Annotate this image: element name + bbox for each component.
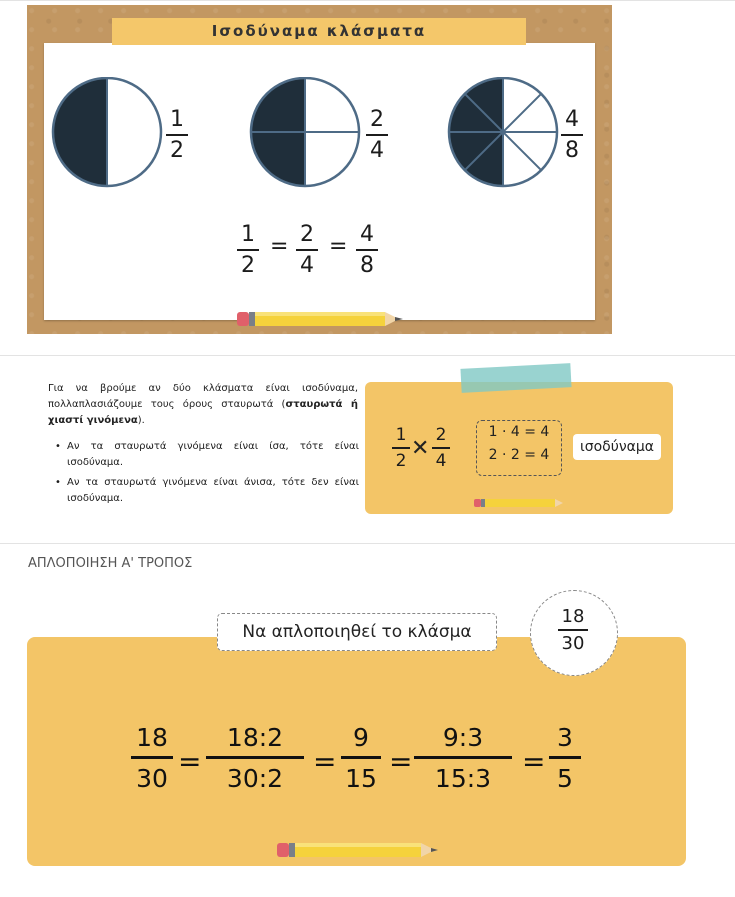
rule-bold-term: σταυρωτά ή χιαστί γινόμενα bbox=[48, 399, 358, 426]
equals-sign: = bbox=[329, 234, 348, 259]
step-fraction-1: 18 30 bbox=[131, 723, 173, 793]
board-title: Ισοδύναμα κλάσματα bbox=[112, 18, 526, 45]
list-item: • Αν τα σταυρωτά γινόμενα είναι άνισα, τότε δεν είναι ισοδύναμα. bbox=[67, 475, 359, 507]
target-fraction: 18 30 bbox=[558, 606, 588, 654]
cross-left-fraction: 1 2 bbox=[392, 425, 410, 471]
equals-sign: = bbox=[389, 745, 413, 778]
equals-sign: = bbox=[313, 745, 337, 778]
products-box bbox=[476, 420, 562, 476]
section-divider bbox=[0, 355, 735, 356]
cross-multiply-icon: ✕ bbox=[411, 436, 430, 461]
fraction-one-half: 1 2 bbox=[166, 107, 188, 163]
pencil-icon bbox=[277, 841, 439, 859]
step-fraction-5: 3 5 bbox=[549, 723, 581, 793]
result-badge: ισοδύναμα bbox=[573, 434, 661, 460]
step-fraction-3: 9 15 bbox=[341, 723, 381, 793]
half-circle-diagram bbox=[50, 77, 164, 189]
product-line: 1 · 4 = 4 bbox=[488, 424, 550, 440]
instruction-label: Να απλοποιηθεί το κλάσμα bbox=[217, 613, 497, 651]
equation-fraction-1: 1 2 bbox=[237, 222, 259, 278]
equals-sign: = bbox=[522, 745, 546, 778]
step-fraction-2: 18:2 30:2 bbox=[206, 723, 304, 793]
section-title: ΑΠΛΟΠΟΙΗΣΗ Α' ΤΡΟΠΟΣ bbox=[28, 556, 193, 571]
equals-sign: = bbox=[178, 745, 202, 778]
rule-text-panel bbox=[27, 367, 362, 521]
quarter-circle-diagram bbox=[248, 77, 362, 189]
rule-intro: Για να βρούμε αν δύο κλάσματα είναι ισοδύναμα, πολλαπλασιάζουμε τους όρους σταυρωτά (σταυρωτά ή χιαστί γινόμενα). bbox=[48, 383, 358, 426]
eighth-circle-diagram bbox=[446, 77, 560, 189]
product-line: 2 · 2 = 4 bbox=[488, 447, 550, 463]
top-divider bbox=[0, 0, 735, 1]
equals-sign: = bbox=[270, 234, 289, 259]
pencil-icon bbox=[474, 498, 566, 508]
equation-fraction-3: 4 8 bbox=[356, 222, 378, 278]
pencil-icon bbox=[237, 310, 405, 328]
fraction-two-quarters: 2 4 bbox=[366, 107, 388, 163]
rule-list bbox=[67, 439, 359, 511]
section-divider bbox=[0, 543, 735, 544]
step-fraction-4: 9:3 15:3 bbox=[414, 723, 512, 793]
list-item: • Αν τα σταυρωτά γινόμενα είναι ίσα, τότε είναι ισοδύναμα. bbox=[67, 439, 359, 471]
equation-fraction-2: 2 4 bbox=[296, 222, 318, 278]
fraction-four-eighths: 4 8 bbox=[561, 107, 583, 163]
cross-right-fraction: 2 4 bbox=[432, 425, 450, 471]
